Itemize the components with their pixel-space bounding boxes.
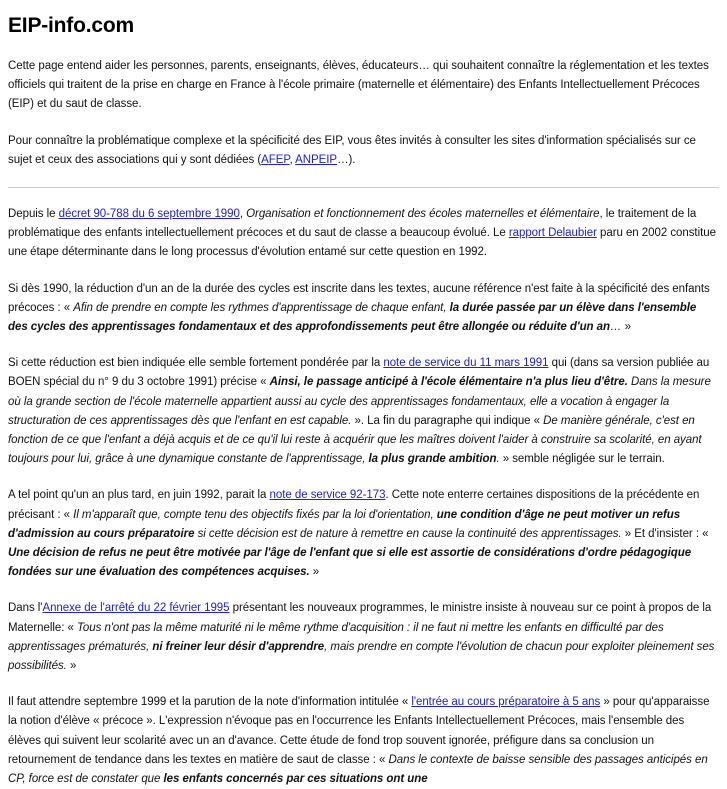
paragraph-arrete-emphasis-2: , mais prendre en compte l'évolution de chacun pour exploiter pleinement ses possibilités. bbox=[8, 640, 715, 673]
paragraph-arrete-strong-1: ni freiner leur désir d'apprendre bbox=[152, 640, 325, 653]
paragraph-associations-text-2: …). bbox=[337, 153, 356, 166]
paragraph-reduction-text-1: Si dès 1990, la réduction d'un an de la durée des cycles est inscrite dans les textes, aucune référence n'est faite à la spécificité des enfants précoces : « bbox=[8, 282, 710, 314]
paragraph-note1999-emphasis-1: Dans le contexte de baisse sensible des passages anticipés en CP, force est de constater que bbox=[8, 753, 708, 786]
paragraph-arrete-1995 bbox=[8, 599, 719, 676]
paragraph-note1991-text-2: qui (dans sa version publiée au BOEN spécial du n° 9 du 3 octobre 1991) précise « bbox=[8, 357, 710, 389]
paragraph-decret-text-3: , le traitement de la problématique des enfants intellectuellement précoces et du saut de classe a beaucoup évolué. Le bbox=[8, 208, 697, 240]
paragraph-note1999-text-1: Il faut attendre septembre 1999 et la parution de la note d'information intitulée « bbox=[8, 696, 412, 709]
paragraph-note92-strong-2: Une décision de refus ne peut être motivée par l'âge de l'enfant que si elle est assortie de considérations d'ordre pédagogique fondées sur une évaluation des compétences acquises. bbox=[8, 547, 692, 579]
paragraph-decret-emphasis-1: Organisation et fonctionnement des écoles maternelles et élémentaire bbox=[246, 208, 600, 221]
link-annexe-arrete-1995[interactable]: Annexe de l'arrêté du 22 février 1995 bbox=[42, 602, 230, 615]
paragraph-note92-text-1: A tel point qu'un an plus tard, en juin 1992, parait la bbox=[8, 489, 270, 502]
paragraph-associations-text-1: Pour connaître la problématique complexe et la spécificité des EIP, vous êtes invités à consulter les sites d'information spécialisés sur ce sujet et ceux des associations qui y sont dédiées ( bbox=[8, 134, 696, 166]
section-divider bbox=[8, 187, 719, 188]
paragraph-note-92-173 bbox=[8, 486, 719, 582]
paragraph-arrete-text-2: présentant les nouveaux programmes, le ministre insiste à nouveau sur ce point à propos de la Maternelle: « bbox=[8, 602, 712, 634]
paragraph-arrete-text-1: Dans l' bbox=[8, 602, 43, 615]
link-rapport-delaubier[interactable]: rapport Delaubier bbox=[508, 227, 597, 240]
paragraph-decret-text-4: paru en 2002 constitue une étape déterminante dans le long processus d'évolution entamé sur cette question en 1992. bbox=[8, 227, 716, 259]
paragraph-decret-text-1: Depuis le bbox=[8, 208, 59, 221]
paragraph-note1999-strong-1: les enfants concernés par ces situations ont une bbox=[163, 773, 428, 786]
paragraph-note-information-1999 bbox=[8, 693, 719, 789]
paragraph-decret-text-2: , bbox=[239, 208, 247, 221]
link-note-service-11-mars-1991[interactable]: note de service du 11 mars 1991 bbox=[383, 357, 549, 370]
paragraph-note1999-text-2: » pour qu'apparaisse la notion d'élève « précoce ». L'expression n'évoque pas en l'occurrence les Enfants Intellectuellement Précoces, mais l'ensemble des élèves qui suivent leur scolarité avec un an d'avance. Cette étude de fond trop souvent ignorée, préfigure dans sa conclusion un retournement de tendance dans les textes en matière de saut de classe : « bbox=[8, 696, 710, 766]
link-anpeip[interactable]: ANPEIP bbox=[295, 153, 338, 166]
paragraph-note1991-emphasis-3: . bbox=[496, 453, 503, 466]
paragraph-arrete-text-3: » bbox=[69, 660, 77, 673]
paragraph-note92-strong-1: une condition d'âge ne peut motiver un refus d'admission au cours préparatoire bbox=[8, 508, 681, 540]
paragraph-intro bbox=[8, 57, 719, 115]
paragraph-note92-text-4: » bbox=[309, 566, 320, 579]
page-title: EIP-info.com bbox=[8, 14, 134, 37]
paragraph-reduction-cycles bbox=[8, 280, 719, 338]
paragraph-note1991-emphasis-2: De manière générale, c'est en fonction de ce que l'enfant a déjà acquis et de ce qu'il lui reste à acquérir que les maîtres doivent l'aider à construire sa scolarité, en ayant toujours pour lui, grâce à une dynamique constante de l'apprentissage, bbox=[8, 414, 702, 466]
paragraph-reduction-emphasis-1: Afin de prendre en compte les rythmes d'apprentissage de chaque enfant, bbox=[73, 301, 450, 314]
paragraph-note92-emphasis-1: Il m'apparaît que, compte tenu des objectifs fixés par la loi d'orientation, bbox=[73, 508, 437, 521]
paragraph-note1991-strong-2: la plus grande ambition bbox=[368, 453, 497, 466]
paragraph-intro-text: Cette page entend aider les personnes, parents, enseignants, élèves, éducateurs… qui souhaitent connaître la réglementation et les textes officiels qui traitent de la prise en charge en France à l'école primaire (maternelle et élémentaire) des Enfants Intellectuellement Précoces (EIP) et du saut de classe. bbox=[8, 60, 709, 111]
paragraph-reduction-strong-1: la durée passée par un élève dans l'ensemble des cycles des apprentissages fondamentaux et des approfondissements peut être allongée ou réduite d'un an bbox=[8, 301, 697, 334]
paragraph-arrete-emphasis-1: Tous n'ont pas la même maturité ni le même rythme d'acquisition : il ne faut ni mettre les enfants en difficulté par des apprentissages prématurés, bbox=[8, 621, 664, 653]
paragraph-note-1991 bbox=[8, 354, 719, 469]
paragraph-note1991-text-1: Si cette réduction est bien indiquée elle semble fortement pondérée par la bbox=[8, 357, 384, 370]
paragraph-associations bbox=[8, 132, 719, 170]
paragraph-reduction-text-2: » bbox=[624, 321, 631, 334]
paragraph-note1991-text-3: ». La fin du paragraphe qui indique « bbox=[354, 414, 544, 427]
paragraph-note92-text-3: » Et d'insister : « bbox=[624, 527, 709, 540]
link-afep[interactable]: AFEP bbox=[261, 153, 290, 166]
document-page bbox=[0, 14, 727, 789]
paragraph-note1991-emphasis-1: Dans la mesure où la grande section de l'école maternelle appartient aussi au cycle des apprentissages fondamentaux, elle a vocation à engager la structuration de ces apprentissages dès que l'enfant en est capable. bbox=[8, 376, 711, 427]
paragraph-associations-separator: , bbox=[289, 153, 296, 166]
paragraph-note1991-strong-1: Ainsi, le passage anticipé à l'école élémentaire n'a plus lieu d'être. bbox=[269, 376, 628, 389]
paragraph-note92-text-2: . Cette note enterre certaines dispositions de la précédente en précisant : « bbox=[8, 489, 700, 521]
link-note-service-92-173[interactable]: note de service 92-173 bbox=[269, 489, 386, 502]
paragraph-decret-1990 bbox=[8, 205, 719, 263]
link-decret-90-788[interactable]: décret 90-788 du 6 septembre 1990 bbox=[58, 208, 240, 221]
link-entree-cours-preparatoire-5-ans[interactable]: l'entrée au cours préparatoire à 5 ans bbox=[411, 696, 601, 709]
paragraph-note92-emphasis-2: si cette décision est de nature à remettre en cause la continuité des apprentissages. bbox=[194, 527, 625, 540]
paragraph-reduction-emphasis-2: … bbox=[609, 321, 625, 334]
paragraph-note1991-text-4: » semble négligée sur le terrain. bbox=[502, 453, 665, 466]
